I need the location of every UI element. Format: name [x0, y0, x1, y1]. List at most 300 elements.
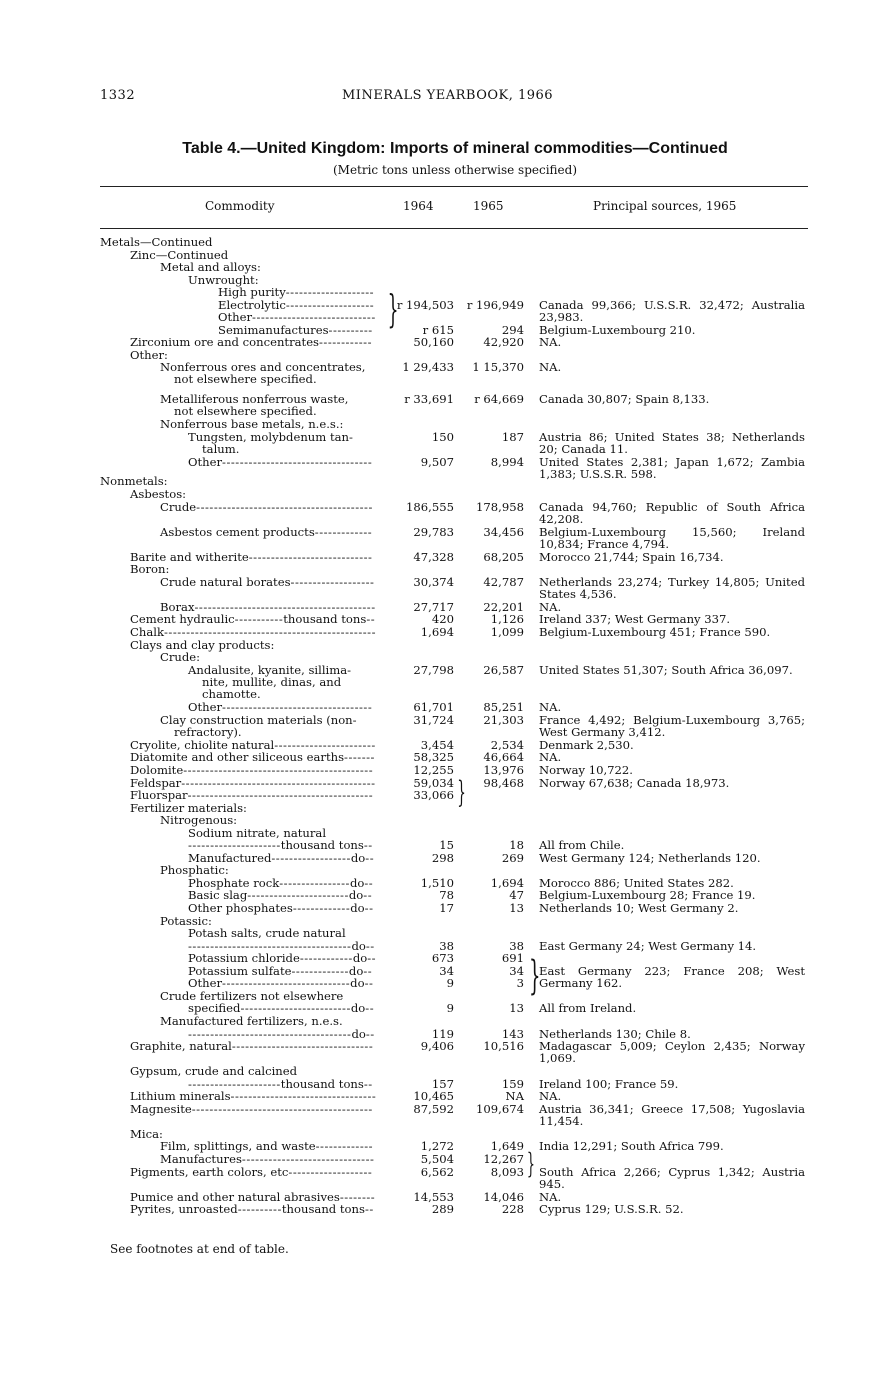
table-row — [0, 1015, 896, 1028]
value-1964: 29,783 — [413, 524, 454, 539]
commodity-line — [130, 777, 378, 789]
commodity-cell — [188, 877, 378, 889]
commodity-line — [130, 349, 378, 361]
value-1965: 294 — [501, 322, 524, 337]
value-1964: 17 — [439, 901, 454, 916]
leader-dots: ------------------------------------------- — [183, 763, 374, 778]
sources-cell: West Germany 124; Netherlands 120. — [539, 850, 761, 865]
leader-dots: ------- — [344, 750, 375, 765]
col-header-commodity: Commodity — [205, 199, 275, 213]
commodity-line — [160, 651, 378, 663]
sources-cell: NA. — [539, 335, 562, 350]
leader-dots: -- — [363, 838, 373, 853]
leader-dots: -- — [364, 901, 374, 916]
value-1964: 50,160 — [413, 335, 454, 350]
value-1965: 22,201 — [483, 599, 524, 614]
commodity-text: Potassium chloride — [188, 951, 300, 966]
commodity-cell — [160, 526, 378, 538]
table-row — [0, 1065, 896, 1078]
leader-dots: ---------------------------------- — [222, 455, 373, 470]
table-row — [0, 286, 896, 299]
value-1965: 1,649 — [490, 1139, 524, 1154]
commodity-line — [130, 1103, 378, 1115]
unit-label: do — [350, 1001, 366, 1016]
sources-cell: Norway 67,638; Canada 18,973. — [539, 775, 730, 790]
commodity-cell — [130, 613, 378, 625]
commodity-cell — [160, 990, 378, 1002]
commodity-text: Barite and witherite — [130, 549, 249, 564]
commodity-cell — [130, 1191, 378, 1203]
sources-cell: France 4,492; Belgium-Luxembourg 3,765; West Germany 3,412. — [539, 712, 805, 739]
commodity-cell — [130, 751, 378, 763]
commodity-text: Cement hydraulic — [130, 612, 235, 627]
commodity-line — [218, 299, 378, 311]
commodity-text: Manufactures — [160, 1151, 242, 1166]
leader-dots: ------------------- — [288, 1164, 373, 1179]
commodity-text: Other — [188, 700, 223, 715]
value-1964: 3,454 — [420, 737, 454, 752]
value-1965: 38 — [509, 938, 524, 953]
value-1964: 1,510 — [420, 875, 454, 890]
commodity-line — [130, 1090, 378, 1102]
commodity-text: Boron: — [130, 562, 170, 577]
leader-dots: -------- — [339, 1189, 376, 1204]
leader-dots: -------------------- — [285, 297, 375, 312]
table-row — [0, 1166, 896, 1191]
commodity-text: Clays and clay products: — [130, 637, 275, 652]
value-1964: 78 — [439, 888, 454, 903]
unit-label: do — [350, 976, 365, 991]
commodity-cell — [160, 915, 378, 927]
commodity-line — [160, 526, 378, 538]
commodity-text: High purity — [218, 285, 286, 300]
table-row — [0, 249, 896, 262]
leader-dots: ------------- — [315, 1139, 374, 1154]
commodity-line — [160, 1153, 378, 1165]
commodity-cell — [160, 393, 378, 417]
value-1965: 2,534 — [490, 737, 524, 752]
value-1965: 13,976 — [483, 763, 524, 778]
top-rule — [100, 186, 808, 187]
sources-cell: NA. — [539, 1189, 562, 1204]
table-body — [0, 236, 896, 1216]
commodity-cell — [130, 336, 378, 348]
value-1965: 13 — [509, 1001, 524, 1016]
value-1965: 187 — [501, 430, 524, 444]
commodity-cell — [160, 418, 378, 430]
commodity-line — [130, 613, 378, 625]
table-row — [0, 852, 896, 865]
commodity-cell — [130, 739, 378, 751]
commodity-line — [160, 915, 378, 927]
value-1964: 33,066 — [413, 788, 454, 803]
leader-dots: -- — [365, 850, 375, 865]
leader-dots: -- — [365, 1026, 375, 1041]
value-1964: 298 — [431, 850, 454, 865]
commodity-cell — [130, 1203, 378, 1215]
commodity-text: Diatomite and other siliceous earths — [130, 750, 345, 765]
commodity-text: specified — [188, 1001, 241, 1016]
leader-dots: ------------------------------------------------ — [163, 625, 377, 639]
value-1964: 34 — [439, 963, 454, 978]
value-1964: 14,553 — [413, 1189, 454, 1204]
commodity-line — [130, 336, 378, 348]
value-1964: 87,592 — [413, 1101, 454, 1116]
value-1964: 150 — [431, 430, 454, 444]
table-row — [0, 1103, 896, 1128]
table-row — [0, 839, 896, 852]
commodity-cell — [188, 664, 378, 700]
commodity-cell — [188, 940, 378, 952]
commodity-text: Chalk — [130, 625, 164, 639]
commodity-text: Metal and alloys: — [160, 260, 261, 275]
commodity-text: Gypsum, crude and calcined — [130, 1064, 298, 1079]
commodity-text: Nonmetals: — [100, 474, 168, 489]
leader-dots: ------------------------------------- — [188, 938, 352, 953]
table-row — [0, 651, 896, 664]
commodity-cell — [188, 927, 378, 939]
commodity-cell — [160, 814, 378, 826]
commodity-text: Pyrites, unroasted — [130, 1202, 238, 1217]
sources-cell: Belgium-Luxembourg 28; France 19. — [539, 888, 756, 903]
commodity-line — [100, 236, 378, 248]
value-1964: 27,717 — [413, 599, 454, 614]
leader-dots: ------------------------------ — [241, 1151, 375, 1166]
commodity-line — [188, 902, 378, 914]
value-1965: 8,093 — [490, 1164, 524, 1179]
commodity-cell — [100, 475, 378, 487]
value-1964: 119 — [431, 1026, 454, 1041]
leader-dots: ------------------------------------- — [188, 1026, 352, 1041]
leader-dots: ---------- — [328, 322, 373, 337]
commodity-line — [188, 839, 378, 851]
value-1964: 47,328 — [413, 549, 454, 564]
table-row — [0, 563, 896, 576]
leader-dots: -- — [365, 938, 375, 953]
leader-dots: -- — [363, 963, 373, 978]
commodity-cell — [188, 902, 378, 914]
value-1964: 289 — [431, 1202, 454, 1217]
commodity-text: Crude — [160, 499, 197, 514]
value-1964: 186,555 — [406, 499, 454, 514]
commodity-text: Pigments, earth colors, etc — [130, 1164, 289, 1179]
commodity-text: chamotte. — [202, 686, 261, 701]
value-1965: 1,694 — [490, 875, 524, 890]
value-1965: 46,664 — [483, 750, 524, 765]
value-1964: 15 — [439, 838, 454, 853]
value-1965: 42,920 — [483, 335, 524, 350]
leader-dots: ------------------------- — [240, 1001, 351, 1016]
sources-cell: Denmark 2,530. — [539, 737, 634, 752]
commodity-text: Metals—Continued — [100, 235, 213, 249]
sources-cell: Canada 99,366; U.S.S.R. 32,472; Australia 23,983. — [539, 297, 805, 324]
value-1964: 58,325 — [413, 750, 454, 765]
commodity-line — [130, 639, 378, 651]
commodity-text: Phosphatic: — [160, 863, 229, 878]
value-1964: r 615 — [422, 322, 454, 337]
sources-cell: All from Chile. — [539, 838, 625, 853]
commodity-text: Zirconium ore and concentrates — [130, 335, 319, 350]
unit-label: do — [350, 901, 365, 916]
leader-dots: -- — [363, 888, 373, 903]
commodity-cell — [188, 965, 378, 977]
sources-cell: NA. — [539, 599, 562, 614]
value-1964: 27,798 — [413, 662, 454, 677]
sources-cell: NA. — [539, 700, 562, 715]
leader-dots: -------------------------------- — [231, 1039, 374, 1054]
table-row — [0, 576, 896, 601]
table-row — [0, 802, 896, 815]
commodity-line — [160, 418, 378, 430]
value-1964: 6,562 — [420, 1164, 454, 1179]
leader-dots: ------------------------------------------ — [187, 788, 374, 803]
value-1964: 10,465 — [413, 1089, 454, 1104]
leader-dots: -- — [367, 951, 377, 966]
table-row — [0, 814, 896, 827]
commodity-text: Metalliferous nonferrous waste, — [160, 392, 349, 407]
commodity-cell — [130, 349, 378, 361]
sources-cell: Ireland 337; West Germany 337. — [539, 612, 731, 627]
commodity-text: refractory). — [174, 724, 242, 739]
commodity-line — [160, 373, 378, 385]
commodity-text: Phosphate rock — [188, 875, 280, 890]
value-1965: 8,994 — [490, 455, 524, 470]
commodity-line — [130, 802, 378, 814]
value-1964: 30,374 — [413, 574, 454, 589]
value-1965: 13 — [509, 901, 524, 916]
commodity-line — [188, 443, 378, 455]
commodity-text: Film, splittings, and waste — [160, 1139, 316, 1154]
commodity-cell — [160, 1140, 378, 1152]
col-header-1964: 1964 — [403, 199, 434, 213]
commodity-cell — [160, 501, 378, 513]
commodity-text: Feldspar — [130, 775, 182, 790]
commodity-text: Other: — [130, 347, 168, 362]
commodity-cell — [130, 777, 378, 789]
commodity-line — [130, 1040, 378, 1052]
leader-dots: -- — [363, 1076, 373, 1091]
col-header-sources: Principal sources, 1965 — [593, 199, 737, 213]
sources-cell: Belgium-Luxembourg 451; France 590. — [539, 625, 771, 639]
commodity-line — [130, 1191, 378, 1203]
commodity-line — [188, 274, 378, 286]
leader-dots: ----------------------------- — [222, 976, 351, 991]
unit-label: do — [351, 938, 366, 953]
commodity-cell — [188, 456, 378, 468]
commodity-text: Crude fertilizers not elsewhere — [160, 988, 344, 1003]
commodity-text: not elsewhere specified. — [174, 372, 317, 387]
value-1964: 9 — [446, 976, 454, 991]
table-row — [0, 1002, 896, 1015]
commodity-line — [130, 789, 378, 801]
sources-cell: Ireland 100; France 59. — [539, 1076, 679, 1091]
commodity-line — [130, 1166, 378, 1178]
table-row — [0, 977, 896, 990]
leader-dots: --------------------- — [188, 1076, 281, 1091]
commodity-cell — [130, 1040, 378, 1052]
commodity-text: Nonferrous ores and concentrates, — [160, 360, 366, 375]
commodity-line — [188, 1078, 378, 1090]
unit-label: do — [349, 875, 365, 890]
unit-label: do — [352, 951, 368, 966]
commodity-cell — [130, 626, 378, 638]
commodity-text: Sodium nitrate, natural — [188, 825, 327, 840]
table-row — [0, 952, 896, 965]
table-row — [0, 501, 896, 526]
commodity-text: Dolomite — [130, 763, 184, 778]
table-row — [0, 261, 896, 274]
commodity-text: Manufactured fertilizers, n.e.s. — [160, 1013, 343, 1028]
commodity-cell — [130, 1090, 378, 1102]
leader-dots: ---------------------------------------- — [196, 499, 373, 514]
value-1964: 1,272 — [420, 1139, 454, 1154]
leader-dots: ------------ — [299, 951, 353, 966]
commodity-text: Crude natural borates — [160, 574, 291, 589]
leader-dots: ----------------------- — [247, 888, 349, 903]
leader-dots: ----------------------- — [274, 737, 376, 752]
commodity-text: Magnesite — [130, 1101, 192, 1116]
commodity-cell — [218, 311, 378, 323]
leader-dots: ----------------------------------------- — [191, 1101, 373, 1116]
table-row — [0, 1040, 896, 1065]
commodity-text: Fertilizer materials: — [130, 800, 247, 815]
value-1965: 3 — [516, 976, 524, 991]
commodity-line — [188, 877, 378, 889]
running-head: MINERALS YEARBOOK, 1966 — [342, 88, 554, 103]
value-1965: 143 — [501, 1026, 524, 1041]
commodity-line — [188, 977, 378, 989]
value-1964: 12,255 — [413, 763, 454, 778]
table-subtitle: (Metric tons unless otherwise specified) — [332, 163, 578, 177]
commodity-line — [130, 626, 378, 638]
commodity-cell — [160, 361, 378, 385]
value-1965: 34,456 — [483, 524, 524, 539]
leader-dots: ---------------------------------- — [222, 700, 373, 715]
sources-cell: NA. — [539, 1089, 562, 1104]
value-1964: 1,694 — [420, 625, 454, 639]
leader-dots: -------------------------------------------- — [181, 775, 376, 790]
value-1965: NA — [505, 1089, 524, 1104]
value-1965: 159 — [501, 1076, 524, 1091]
unit-label: thousand tons — [280, 838, 364, 853]
value-1965: 68,205 — [483, 549, 524, 564]
commodity-cell — [160, 601, 378, 613]
commodity-text: Clay construction materials (non- — [160, 712, 357, 727]
table-row — [0, 361, 896, 393]
value-1965: r 196,949 — [466, 297, 524, 312]
value-1964: 9 — [446, 1001, 454, 1016]
leader-dots: -- — [365, 1001, 375, 1016]
sources-cell: Norway 10,722. — [539, 763, 633, 778]
commodity-cell — [188, 1078, 378, 1090]
commodity-text: Nitrogenous: — [160, 813, 238, 828]
leader-dots: --------------------------------- — [230, 1089, 377, 1104]
sources-cell: Morocco 21,744; Spain 16,734. — [539, 549, 724, 564]
leader-dots: ------------- — [314, 524, 373, 539]
commodity-cell — [160, 261, 378, 273]
table-row — [0, 915, 896, 928]
commodity-line — [130, 739, 378, 751]
value-1965: 1 15,370 — [472, 360, 524, 375]
value-1964: 157 — [431, 1076, 454, 1091]
commodity-text: Graphite, natural — [130, 1039, 232, 1054]
commodity-line — [188, 827, 378, 839]
table-row — [0, 639, 896, 652]
commodity-text: Other — [188, 455, 223, 470]
commodity-cell — [188, 977, 378, 989]
sources-cell: Belgium-Luxembourg 15,560; Ireland 10,834; France 4,794. — [539, 524, 805, 551]
table-row — [0, 714, 896, 739]
brace-icon: } — [528, 953, 541, 999]
value-1965: 1,099 — [490, 625, 524, 639]
commodity-line — [188, 1028, 378, 1040]
commodity-cell — [188, 431, 378, 455]
commodity-line — [188, 701, 378, 713]
leader-dots: -- — [364, 875, 374, 890]
unit-label: do — [348, 963, 364, 978]
value-1964: 38 — [439, 938, 454, 953]
commodity-line — [130, 249, 378, 261]
commodity-text: Electrolytic — [218, 297, 286, 312]
leader-dots: ------------------ — [271, 850, 351, 865]
leader-dots: ---------------------------- — [248, 549, 373, 564]
table-footnote: See footnotes at end of table. — [110, 1242, 289, 1256]
table-row — [0, 431, 896, 456]
sources-cell: Canada 30,807; Spain 8,133. — [539, 392, 710, 407]
commodity-cell — [188, 1002, 378, 1014]
sources-cell: Netherlands 130; Chile 8. — [539, 1026, 691, 1041]
commodity-line — [160, 261, 378, 273]
commodity-cell — [188, 827, 378, 839]
commodity-cell — [188, 889, 378, 901]
value-1965: 109,674 — [476, 1101, 524, 1116]
table-row — [0, 701, 896, 714]
table-row — [0, 902, 896, 915]
sources-cell: NA. — [539, 750, 562, 765]
brace-icon: } — [526, 1147, 535, 1180]
commodity-text: Potash salts, crude natural — [188, 926, 346, 941]
commodity-text: Potassium sulfate — [188, 963, 292, 978]
brace-icon: } — [387, 287, 399, 331]
commodity-line — [160, 1015, 378, 1027]
commodity-text: nite, mullite, dinas, and — [202, 674, 342, 689]
commodity-line — [188, 688, 378, 700]
commodity-line — [160, 990, 378, 1002]
sources-cell: South Africa 2,266; Cyprus 1,342; Austria 945. — [539, 1164, 805, 1191]
leader-dots: ----------------------------------------- — [194, 599, 376, 614]
unit-label: do — [350, 850, 366, 865]
commodity-line — [130, 1128, 378, 1140]
value-1965: 47 — [509, 888, 524, 903]
sources-cell: East Germany 24; West Germany 14. — [539, 938, 757, 953]
commodity-text: Asbestos: — [130, 486, 187, 501]
commodity-cell — [160, 576, 378, 588]
sources-cell: Cyprus 129; U.S.S.R. 52. — [539, 1202, 684, 1217]
commodity-cell — [188, 1028, 378, 1040]
leader-dots: -- — [366, 612, 376, 627]
commodity-cell — [130, 802, 378, 814]
commodity-line — [130, 751, 378, 763]
unit-label: do — [348, 888, 364, 903]
commodity-text: Asbestos cement products — [160, 524, 315, 539]
commodity-cell — [218, 286, 378, 298]
value-1965: 26,587 — [483, 662, 524, 677]
value-1965: 98,468 — [483, 775, 524, 790]
commodity-line — [130, 1065, 378, 1077]
sources-cell: Morocco 886; United States 282. — [539, 875, 734, 890]
commodity-line — [218, 324, 378, 336]
commodity-cell — [130, 551, 378, 563]
